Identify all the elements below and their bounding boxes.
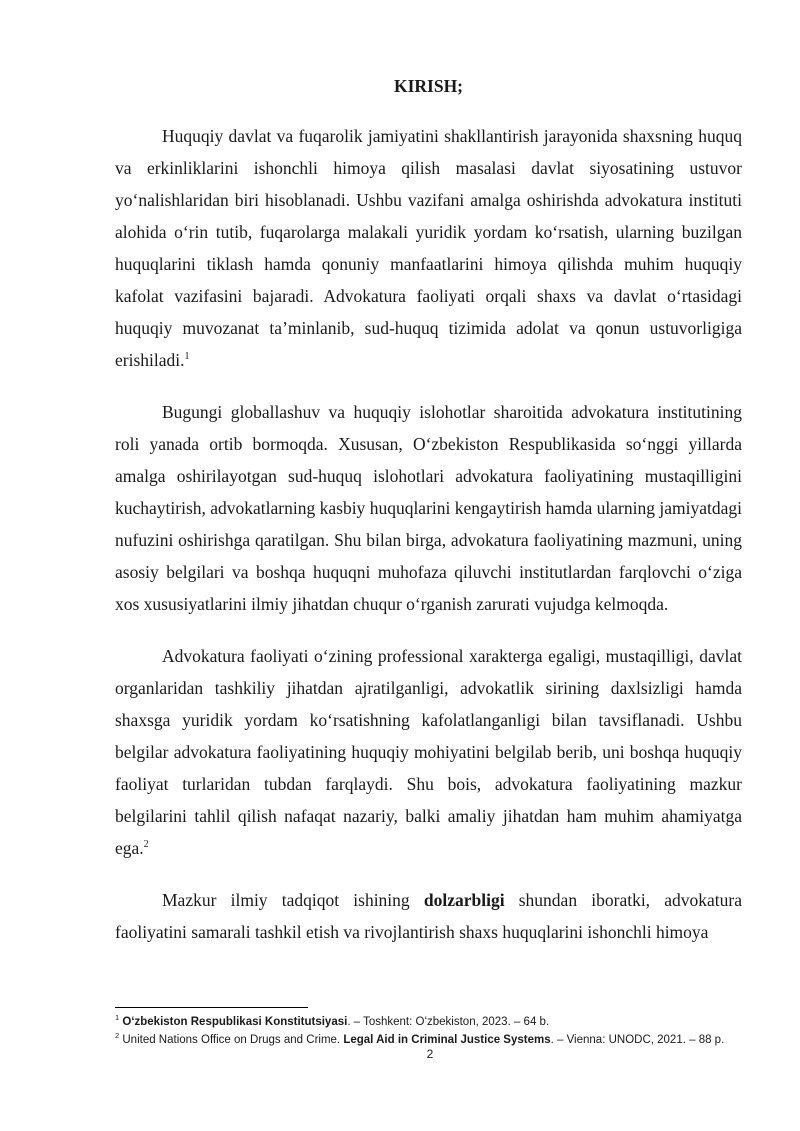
footnote-2-title: Legal Aid in Criminal Justice Systems <box>343 1034 551 1046</box>
paragraph-4-keyword: dolzarbligi <box>423 890 505 910</box>
paragraph-4-text-after: shundan iboratki, advokatura faoliyatini samarali tashkil etish va rivojlantirish shaxs huquqlarini ishonchli himoya <box>115 890 742 942</box>
footnotes <box>115 1013 755 1049</box>
footnote-2-number: 2 <box>115 1031 120 1041</box>
paragraph-2-text: Bugungi globallashuv va huquqiy islohotlar sharoitida advokatura institutining roli yanada ortib bormoqda. Xususan, Oʻzbekiston Respublikasida soʻnggi yillarda amalga oshirilayotgan sud-huquq islohotlari advokatura faoliyatining mustaqilligini kuchaytirish, advokatlarning kasbiy huquqlarini kengaytirish hamda ularning jamiyatdagi nufuzini oshirishga qaratilgan. Shu bilan birga, advokatura faoliyatining mazmuni, uning asosiy belgilari va boshqa huquqni muhofaza qiluvchi institutlardan farqlovchi oʻziga xos xususiyatlarini ilmiy jihatdan chuqur oʻrganish zarurati vujudga kelmoqda. <box>115 402 742 614</box>
footnote-separator <box>115 1007 308 1008</box>
paragraph-1 <box>115 120 742 376</box>
paragraph-4-text-before: Mazkur ilmiy tadqiqot ishining <box>162 890 424 910</box>
paragraph-4 <box>115 884 742 948</box>
footnote-1-title: Oʻzbekiston Respublikasi Konstitutsiyasi <box>122 1016 348 1028</box>
footnote-ref-1[interactable]: 1 <box>184 351 190 363</box>
footnote-2-rest: . – Vienna: UNODC, 2021. – 88 p. <box>550 1034 725 1046</box>
page-number: 2 <box>426 1047 434 1061</box>
footnote-1-rest: . – Toshkent: Oʻzbekiston, 2023. – 64 b. <box>347 1016 550 1028</box>
footnote-1 <box>115 1013 755 1031</box>
paragraph-1-text: Huquqiy davlat va fuqarolik jamiyatini shakllantirish jarayonida shaxsning huquq va erkinliklarini ishonchli himoya qilish masalasi davlat siyosatining ustuvor yoʻnalishlaridan biri hisoblanadi. Ushbu vazifani amalga oshirishda advokatura instituti alohida oʻrin tutib, fuqarolarga malakali yuridik yordam koʻrsatish, ularning buzilgan huquqlarini tiklash hamda qonuniy manfaatlarini himoya qilishda muhim huquqiy kafolat vazifasini bajaradi. Advokatura faoliyati orqali shaxs va davlat oʻrtasidagi huquqiy muvozanat taʼminlanib, sud-huquq tizimida adolat va qonun ustuvorligiga erishiladi. <box>115 126 742 370</box>
page-title: KIRISH; <box>393 76 464 96</box>
footnote-ref-2[interactable]: 2 <box>143 839 149 851</box>
paragraph-2 <box>115 396 742 620</box>
paragraph-3 <box>115 640 742 864</box>
paragraph-3-text: Advokatura faoliyati oʻzining professional xarakterga egaligi, mustaqilligi, davlat organlaridan tashkiliy jihatdan ajratilganligi, advokatlik sirining daxlsizligi hamda shaxsga yuridik yordam koʻrsatishning kafolatlanganligi bilan tavsiflanadi. Ushbu belgilar advokatura faoliyatining huquqiy mohiyatini belgilab berib, uni boshqa huquqiy faoliyat turlaridan tubdan farqlaydi. Shu bois, advokatura faoliyatining mazkur belgilarini tahlil qilish nafaqat nazariy, balki amaliy jihatdan ham muhim ahamiyatga ega. <box>115 646 742 858</box>
footnote-1-number: 1 <box>115 1013 120 1023</box>
footnote-2-author: United Nations Office on Drugs and Crime. <box>122 1034 344 1046</box>
body-text <box>115 120 742 968</box>
